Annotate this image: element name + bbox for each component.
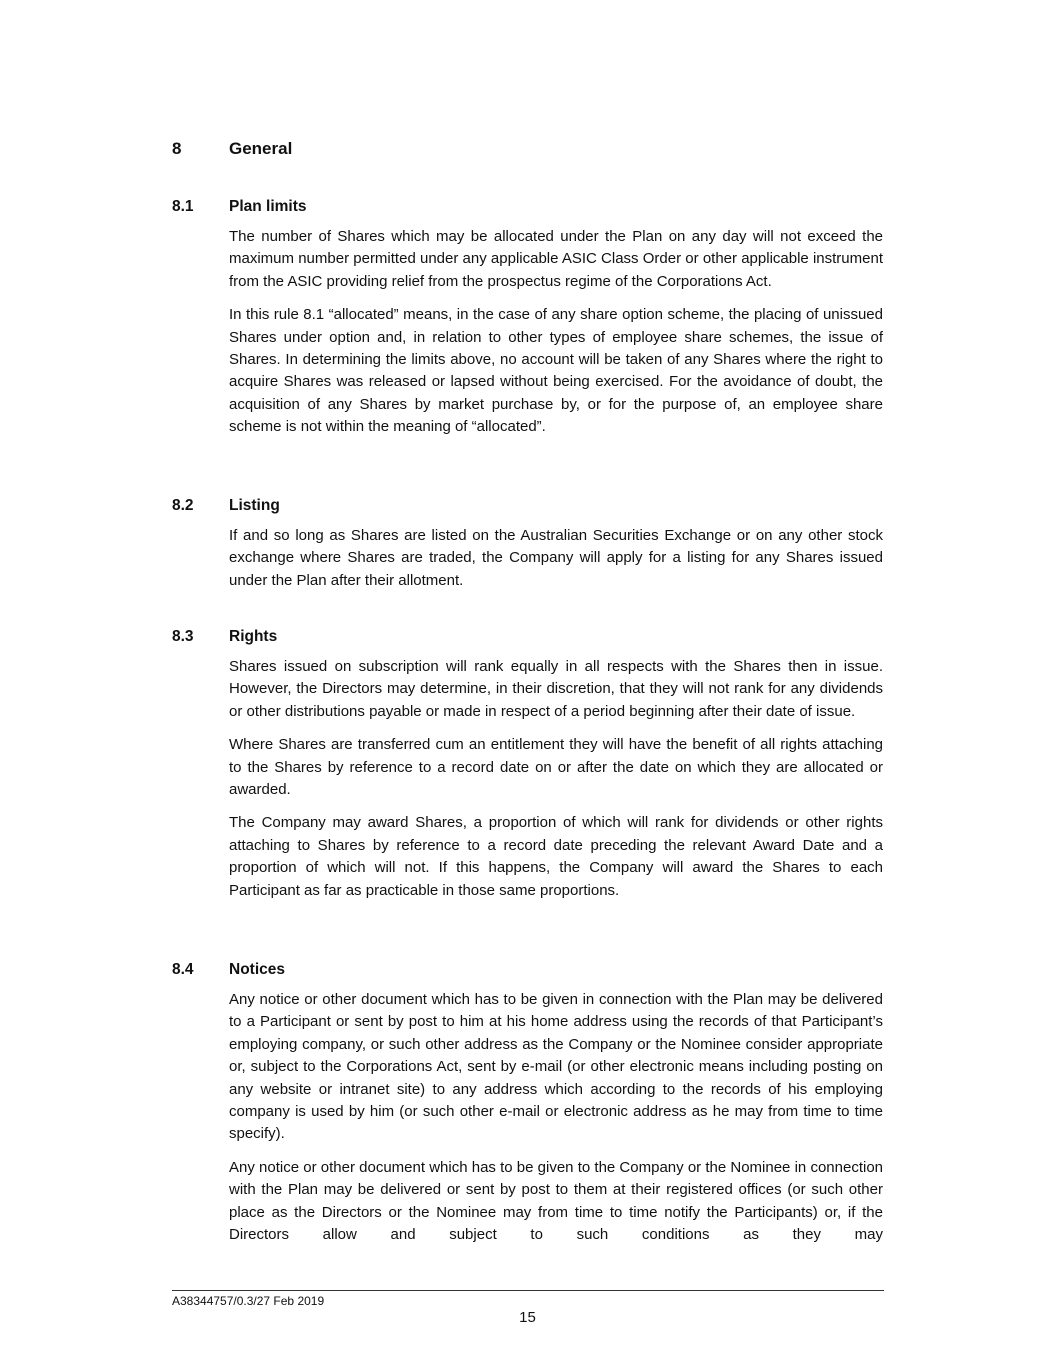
paragraph: The number of Shares which may be allocated under the Plan on any day will not exceed the maximum number permitted under any applicable ASIC Class Order or other applicable instrument from the ASIC providing relief from the prospectus regime of the Corporations Act. — [229, 228, 883, 290]
subsection-title: Notices — [229, 961, 285, 978]
footer-divider — [172, 1290, 884, 1291]
paragraph: Shares issued on subscription will rank equally in all respects with the Shares then in issue. However, the Directors may determine, in their discretion, that they will not rank for any dividends or other distributions payable or made in respect of a period beginning after their date of issue. — [229, 658, 883, 720]
subsection-8-1 — [172, 198, 883, 450]
paragraph: Where Shares are transferred cum an entitlement they will have the benefit of all rights attaching to the Shares by reference to a record date on or after the date on which they are allocated or awarded. — [229, 736, 883, 799]
subsection-title: Listing — [229, 497, 280, 514]
subsection-number: 8.4 — [172, 961, 194, 978]
subsection-8-3 — [172, 628, 883, 913]
section-title: General — [229, 139, 293, 158]
subsection-8-2 — [172, 497, 883, 603]
document-reference: A38344757/0.3/27 Feb 2019 — [172, 1294, 325, 1308]
paragraph: In this rule 8.1 “allocated” means, in the case of any share option scheme, the placing of unissued Shares under option and, in relation to other types of employee share schemes, the issue of Shares. In determining the limits above, no account will be taken of any Shares where the right to acquire Shares was released or lapsed without being exercised. For the avoidance of doubt, the acquisition of any Shares by market purchase by, or for the purpose of, an employee share scheme is not within the meaning of “allocated”. — [229, 306, 883, 436]
subsection-title: Rights — [229, 628, 278, 645]
paragraph: Any notice or other document which has to be given in connection with the Plan may be delivered to a Participant or sent by post to him at his home address using the records of that Participant’s employing company, or such other address as the Company or the Nominee consider appropriate or, subject to the Corporations Act, sent by e-mail (or other electronic means including posting on any website or intranet site) to any address which according to the records of his employing company is used by him (or such other e-mail or electronic address as he may from time to time specify). — [229, 991, 883, 1143]
subsection-8-4 — [172, 961, 883, 1257]
section-number: 8 — [172, 139, 182, 158]
paragraph: If and so long as Shares are listed on the Australian Securities Exchange or on any other stock exchange where Shares are traded, the Company will apply for a listing for any Shares issued under the Plan after their allotment. — [229, 527, 883, 589]
page-number: 15 — [519, 1309, 536, 1326]
subsection-number: 8.3 — [172, 628, 194, 645]
paragraph: Any notice or other document which has to be given to the Company or the Nominee in connection with the Plan may be delivered or sent by post to them at their registered offices (or such other place as the Directors or the Nominee may from time to time notify the Participants) or, if the Directors allow and subject to such conditions as they may — [229, 1158, 883, 1244]
subsection-title: Plan limits — [229, 198, 307, 215]
subsection-number: 8.1 — [172, 198, 194, 215]
subsection-number: 8.2 — [172, 497, 194, 514]
paragraph: The Company may award Shares, a proportion of which will rank for dividends or other rights attaching to Shares by reference to a record date preceding the relevant Award Date and a proportion of which will not. If this happens, the Company will award the Shares to each Participant as far as practicable in those same proportions. — [229, 814, 883, 899]
